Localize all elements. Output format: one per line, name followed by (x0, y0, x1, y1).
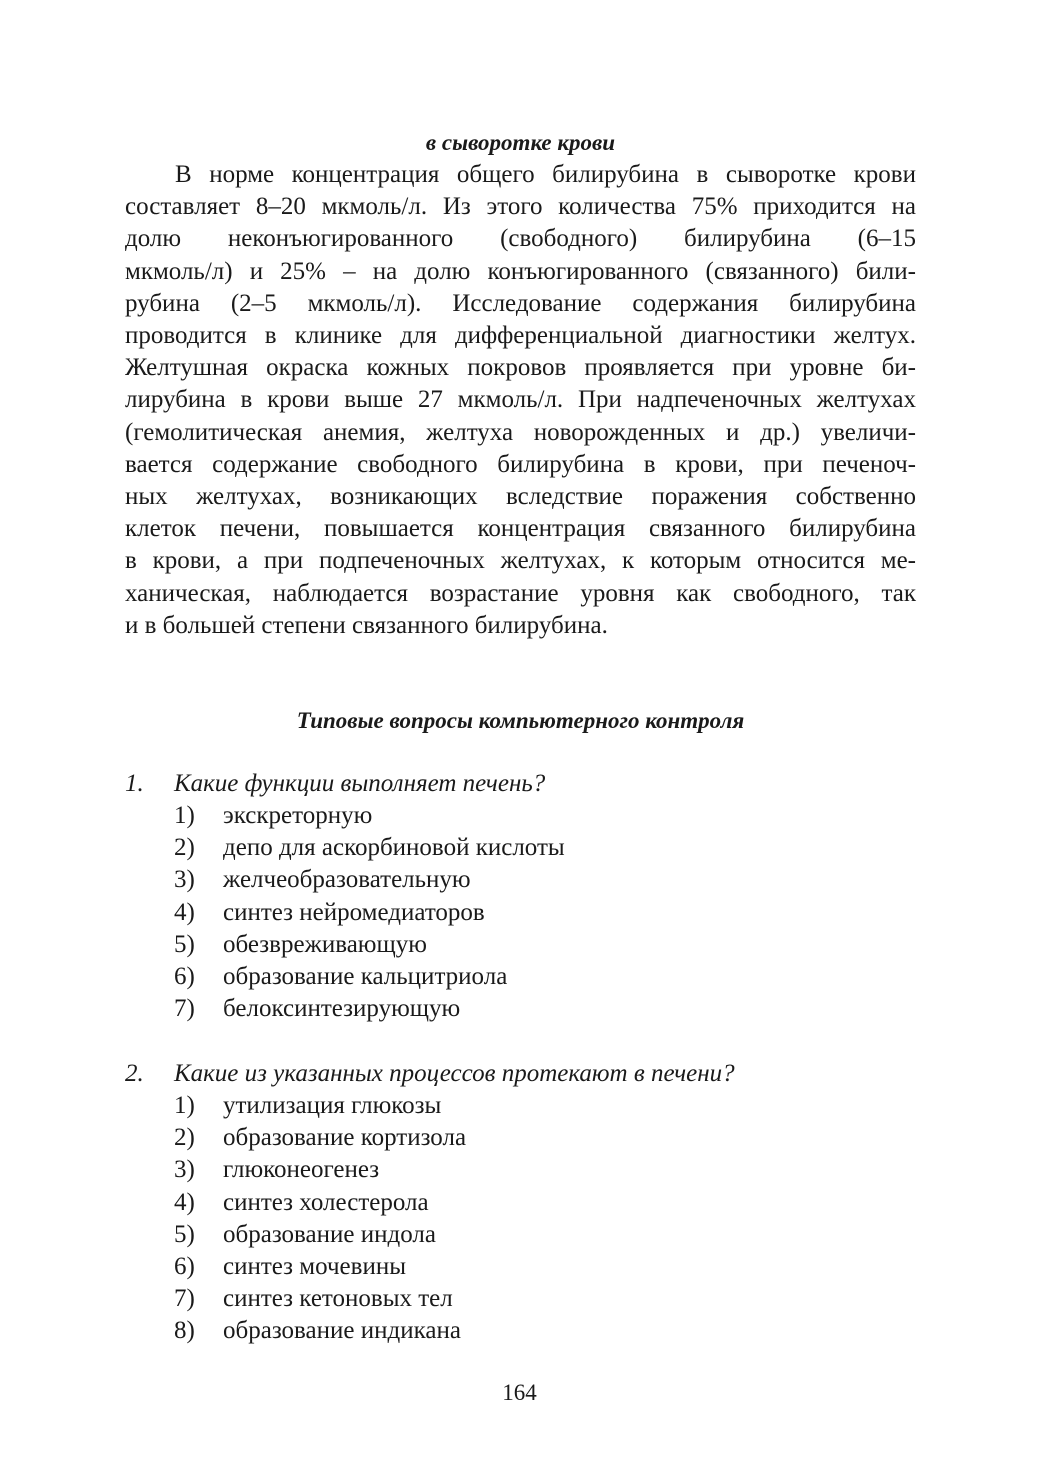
option-number: 7) (174, 995, 195, 1023)
question-number: 1. (125, 770, 144, 797)
option-text: синтез кетоновых тел (223, 1285, 453, 1313)
answer-option (125, 1219, 916, 1251)
option-number: 7) (174, 1285, 195, 1313)
paragraph-line: клеток печени, повышается концентрация связанного билирубина (125, 515, 916, 543)
option-text: синтез мочевины (223, 1252, 407, 1280)
paragraph-line: и в большей степени связанного билирубина. (125, 611, 608, 639)
paragraph-line: проводится в клинике для дифференциальной диагностики желтух. (125, 322, 916, 350)
answer-option (125, 1283, 916, 1315)
option-number: 3) (174, 866, 195, 894)
option-number: 3) (174, 1156, 195, 1184)
question-text: Какие из указанных процессов протекают в печени? (174, 1060, 735, 1087)
paragraph-line: долю неконъюгированного (свободного) билирубина (6–15 (125, 225, 916, 253)
question-number: 2. (125, 1060, 144, 1087)
option-text: синтез нейромедиаторов (223, 898, 485, 926)
option-number: 5) (174, 930, 195, 958)
option-number: 6) (174, 1252, 195, 1280)
option-text: белоксинтезирующую (223, 995, 461, 1023)
answer-option (125, 1315, 916, 1347)
question-1 (125, 768, 916, 1025)
option-text: образование индикана (223, 1317, 461, 1345)
answer-option (125, 1251, 916, 1283)
option-number: 1) (174, 1092, 195, 1119)
option-text: желчеобразовательную (223, 866, 471, 894)
answer-options (125, 1090, 916, 1348)
paragraph-line: в крови, а при подпеченочных желтухах, к которым относится ме- (125, 547, 916, 575)
option-number: 2) (174, 834, 195, 862)
paragraph-line: составляет 8–20 мкмоль/л. Из этого количества 75% приходится на (125, 193, 916, 221)
answer-option (125, 800, 916, 832)
option-text: депо для аскорбиновой кислоты (223, 834, 565, 862)
option-number: 8) (174, 1317, 195, 1345)
body-paragraph (125, 159, 916, 642)
option-text: образование индола (223, 1220, 436, 1248)
answer-option (125, 897, 916, 929)
option-number: 1) (174, 802, 195, 829)
paragraph-line: вается содержание свободного билирубина в крови, при печеноч- (125, 450, 916, 478)
answer-option (125, 832, 916, 864)
option-number: 2) (174, 1124, 195, 1152)
question-2 (125, 1058, 916, 1348)
page-number: 164 (502, 1380, 537, 1405)
option-text: образование кальцитриола (223, 962, 508, 990)
question-title (125, 768, 916, 800)
paragraph-line: рубина (2–5 мкмоль/л). Исследование содержания билирубина (125, 289, 916, 317)
answer-option (125, 1090, 916, 1122)
option-text: глюконеогенез (223, 1156, 380, 1184)
option-number: 6) (174, 962, 195, 990)
option-number: 4) (174, 1188, 195, 1216)
paragraph-line: Желтушная окраска кожных покровов проявляется при уровне би- (125, 354, 916, 382)
option-text: экскреторную (223, 802, 373, 829)
option-text: обезвреживающую (223, 930, 427, 958)
option-text: синтез холестерола (223, 1188, 429, 1216)
answer-option (125, 1122, 916, 1154)
question-text: Какие функции выполняет печень? (174, 770, 546, 797)
paragraph-line: (гемолитическая анемия, желтуха новорожденных и др.) увеличи- (125, 418, 916, 446)
paragraph-line: лирубина в крови выше 27 мкмоль/л. При надпеченочных желтухах (125, 386, 916, 414)
answer-options (125, 800, 916, 1025)
answer-option (125, 993, 916, 1025)
answer-option (125, 961, 916, 993)
option-number: 4) (174, 898, 195, 926)
question-title (125, 1058, 916, 1090)
answer-option (125, 1187, 916, 1219)
paragraph-line: ханическая, наблюдается возрастание уровня как свободного, так (125, 579, 916, 607)
option-text: образование кортизола (223, 1124, 467, 1152)
answer-option (125, 864, 916, 896)
paragraph-line: ных желтухах, возникающих вследствие поражения собственно (125, 483, 916, 511)
answer-option (125, 929, 916, 961)
subsection-heading: в сыворотке крови (425, 130, 616, 155)
option-number: 5) (174, 1220, 195, 1248)
section-heading: Типовые вопросы компьютерного контроля (296, 708, 745, 733)
paragraph-line: В норме концентрация общего билирубина в сыворотке крови (175, 161, 916, 188)
paragraph-line: мкмоль/л) и 25% – на долю конъюгированного (связанного) били- (125, 257, 916, 285)
option-text: утилизация глюкозы (223, 1092, 442, 1119)
answer-option (125, 1154, 916, 1186)
